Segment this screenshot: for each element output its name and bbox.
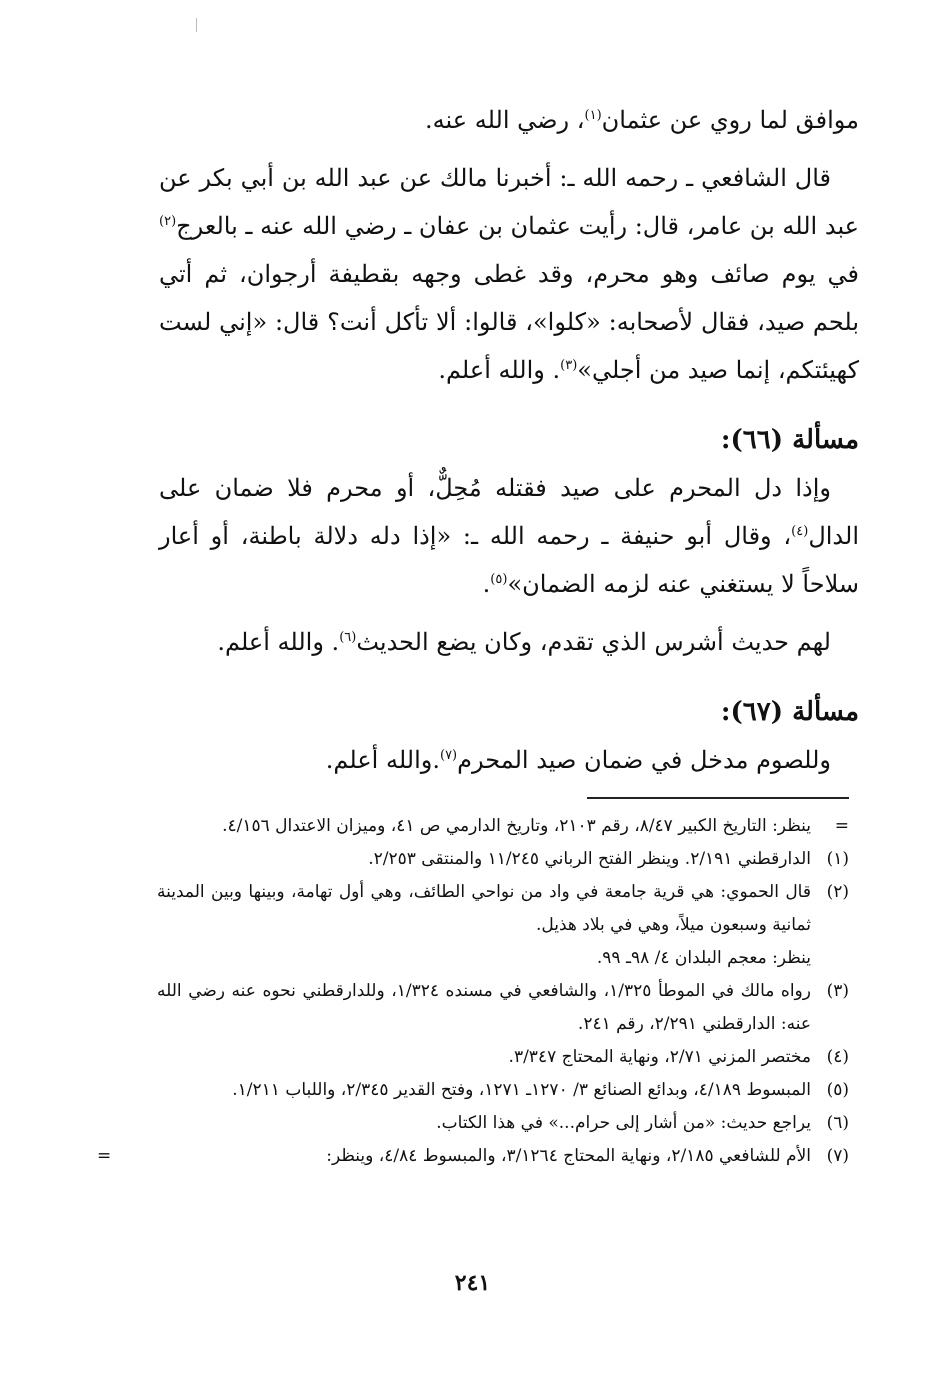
continuation-mark: =: [97, 1146, 112, 1166]
paragraph-2: قال الشافعي ـ رحمه الله ـ: أخبرنا مالك عن عبد الله بن أبي بكر عن عبد الله بن عامر، قال: رأيت عثمان بن عفان ـ رضي الله عنه ـ بالعرج$^{(٢)}$ في يوم صائف وهو محرم، وقد غطى وجهه بقطيفة أرجوان، ثم أتي بلحم صيد، فقال لأصحابه: «كلوا»، قالوا: ألا تأكل أنت؟ قال: «إني لست كهيئتكم، إنما صيد من أجلي»$^{(٣)}$. والله أعلم.: [159, 164, 860, 384]
footnote-marker: (٧): [826, 1146, 849, 1166]
footnote-ref-4[interactable]: (٤): [791, 524, 809, 539]
footnote-ref-7[interactable]: (٧): [439, 748, 458, 763]
footnote-marker: (٣): [826, 981, 849, 1001]
footnote-text: يراجع حديث: «من أشار إلى حرام...» في هذا الكتاب.: [436, 1113, 811, 1133]
footnote-text: رواه مالك في الموطأ ١/٣٢٥، والشافعي في مسنده ١/٣٢٤، وللدارقطني نحوه عنه رضي الله عنه: الدارقطني ٢/٢٩١، رقم ٢٤١.: [157, 981, 811, 1034]
footnote-4: [157, 1041, 849, 1074]
corner-mark: [196, 18, 197, 32]
footnote-text: ينظر: معجم البلدان ٤/ ٩٨ـ ٩٩.: [596, 948, 811, 968]
footnote-1: [157, 843, 849, 876]
footnote-3: [157, 975, 849, 1041]
paragraph-5: وللصوم مدخل في ضمان صيد المحرم$^{(٧)}$.والله أعلم.: [325, 746, 831, 774]
section-heading-66: مسألة (٦٦):: [720, 425, 859, 455]
paragraph-4: لهم حديث أشرس الذي تقدم، وكان يضع الحديث$^{(٦)}$. والله أعلم.: [217, 628, 831, 656]
footnote-text: مختصر المزني ٢/٧١، ونهاية المحتاج ٣/٣٤٧.: [508, 1047, 811, 1067]
footnote-5: [157, 1074, 849, 1107]
footnote-marker: (١): [826, 849, 849, 869]
footnote-ref-6[interactable]: (٦): [339, 630, 357, 645]
footnote-marker: (٤): [826, 1047, 849, 1067]
footnote-text: الدارقطني ٢/١٩١. وينظر الفتح الرباني ١١/٢٤٥ والمنتقى ٢/٢٥٣.: [368, 849, 811, 869]
footnote-ref-1[interactable]: (١): [584, 108, 602, 123]
footnote-marker: (٦): [826, 1113, 849, 1133]
footnotes: [97, 810, 849, 1173]
footnote-text: المبسوط ٤/١٨٩، وبدائع الصنائع ٣/ ١٢٧٠ـ ١٢٧١، وفتح القدير ٢/٣٤٥، واللباب ١/٢١١.: [232, 1080, 811, 1100]
footnote-text: الأم للشافعي ٢/١٨٥، ونهاية المحتاج ٣/١٢٦٤، والمبسوط ٤/٨٤، وينظر:: [326, 1146, 811, 1166]
section-heading-67: مسألة (٦٧):: [720, 697, 859, 727]
footnote-text: ينظر: التاريخ الكبير ٨/٤٧، رقم ٢١٠٣، وتاريخ الدارمي ص ٤١، وميزان الاعتدال ٤/١٥٦.: [222, 816, 811, 836]
footnote-7: [97, 1140, 849, 1173]
footnote-ref-5[interactable]: (٥): [490, 572, 508, 587]
footnote-divider: [587, 797, 849, 799]
footnote-marker: (٥): [826, 1080, 849, 1100]
footnote-2: [157, 876, 849, 975]
footnote-text: قال الحموي: هي قرية جامعة في واد من نواحي الطائف، وهي أول تهامة، وبينها وبين المدينة ثمانية وسبعون ميلاً، وهي في بلاد هذيل.: [157, 882, 811, 935]
footnote-6: [157, 1107, 849, 1140]
page-number: ٢٤١: [454, 1270, 491, 1296]
paragraph-3: وإذا دل المحرم على صيد فقتله مُحِلٌّ، أو محرم فلا ضمان على الدال$^{(٤)}$، وقال أبو حنيفة ـ رحمه الله ـ: «إذا دله دلالة باطنة، أو أعار سلاحاً لا يستغني عنه لزمه الضمان»$^{(٥)}$.: [159, 474, 859, 598]
footnote-marker: (٢): [826, 882, 849, 902]
main-text: [159, 96, 859, 784]
footnote-marker: =: [834, 816, 849, 836]
footnote-continued: [157, 810, 849, 843]
footnote-ref-3[interactable]: (٣): [560, 358, 578, 373]
footnote-ref-2[interactable]: (٢): [159, 214, 177, 229]
paragraph-1: موافق لما روي عن عثمان$^{(١)}$، رضي الله عنه.: [425, 106, 859, 134]
